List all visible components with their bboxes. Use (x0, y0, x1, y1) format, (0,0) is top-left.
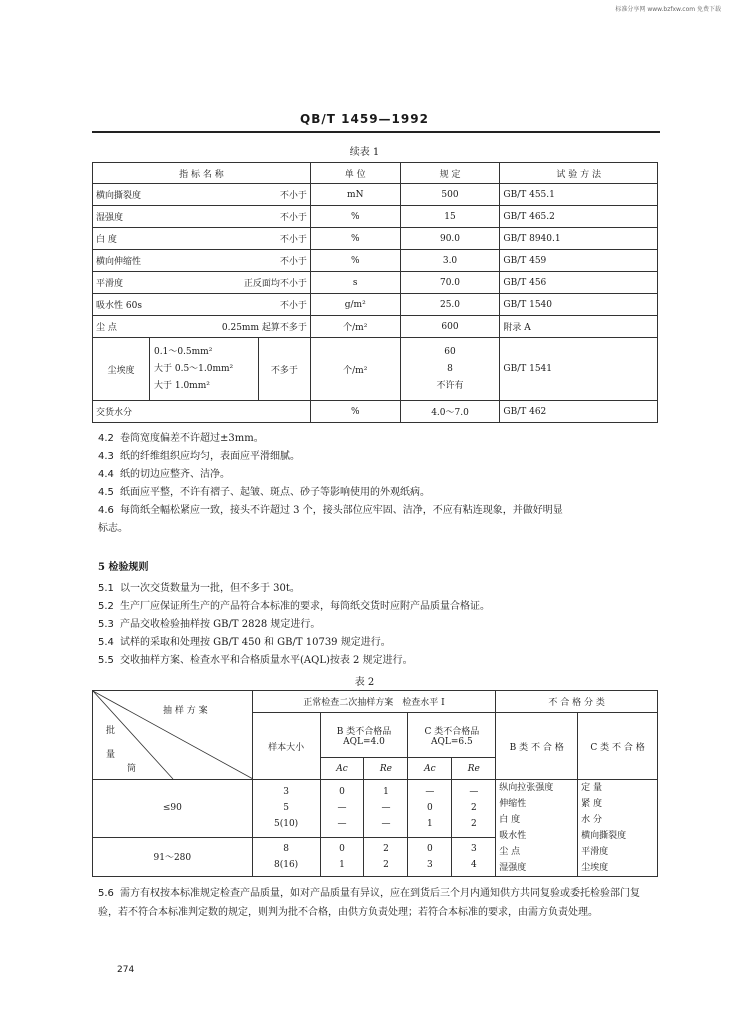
diag-left-label: 批 量 (104, 725, 114, 764)
table1-header: 试 验 方 法 (500, 163, 658, 184)
value-cell: 4.0～7.0 (400, 401, 500, 423)
table1-name-cell: 横向撕裂度 不小于 (93, 184, 311, 206)
re-header: Re (452, 758, 496, 780)
clause: 4.2 卷筒宽度偏差不许超过±3mm。 (98, 433, 264, 444)
table-row (93, 250, 658, 272)
clause: 5.5 交收抽样方案、检查水平和合格质量水平(AQL)按表 2 规定进行。 (98, 655, 413, 666)
table1-header-row (93, 163, 658, 184)
value-cell: 3.0 (400, 250, 500, 272)
clause: 4.3 纸的纤维组织应均匀，表面应平滑细腻。 (98, 451, 300, 462)
diag-bottom-label: 筒 (127, 764, 137, 774)
table2-caption: 表 2 (354, 677, 375, 688)
table1-header: 规 定 (400, 163, 500, 184)
clauses-section-5 (98, 580, 658, 670)
unit-cell: % (310, 250, 400, 272)
method-cell: GB/T 1540 (500, 294, 658, 316)
table1-header: 指 标 名 称 (93, 163, 311, 184)
value-cell: 70.0 (400, 272, 500, 294)
table1-name-cell: 交货水分 (93, 401, 311, 423)
page-number: 274 (117, 965, 135, 975)
ac-header: Ac (408, 758, 452, 780)
plan-header: 正常检查二次抽样方案 检查水平 I (252, 691, 496, 713)
unit-cell: % (310, 206, 400, 228)
dust-values-cell (400, 338, 500, 401)
method-cell: GB/T 462 (500, 401, 658, 423)
section-title: 5 检验规则 (98, 562, 149, 573)
c-ac-cell: 0 3 (408, 837, 452, 876)
dust-range: 大于 1.0mm² (154, 380, 210, 391)
table-row (93, 401, 658, 423)
watermark: 标准分享网 www.bzfxw.com 免费下载 (615, 6, 721, 13)
class-b-header: B 类不合格品 AQL=4.0 (320, 713, 408, 758)
unit-cell: 个/m² (310, 316, 400, 338)
method-cell: GB/T 456 (500, 272, 658, 294)
table1-name-cell: 吸水性 60s 不小于 (93, 294, 311, 316)
dust-range: 0.1～0.5mm² (154, 346, 213, 357)
table1-name-cell: 尘 点 0.25mm 起算不多于 (93, 316, 311, 338)
n-cell: 8 8(16) (252, 837, 320, 876)
dust-value: 60 (444, 346, 456, 357)
value-cell: 500 (400, 184, 500, 206)
table2-header-row (93, 691, 658, 713)
method-cell: GB/T 465.2 (500, 206, 658, 228)
table1-name-cell: 白 度 不小于 (93, 228, 311, 250)
dust-label: 尘埃度 (93, 338, 150, 400)
lot-cell: ≤90 (93, 780, 253, 838)
table-row (93, 780, 658, 838)
unit-cell: % (310, 401, 400, 423)
sample-size-header: 样本大小 (252, 713, 320, 780)
c-re-cell: — 2 2 (452, 780, 496, 838)
b-ac-cell: 0 — — (320, 780, 364, 838)
unit-cell: s (310, 272, 400, 294)
unit-cell: g/m² (310, 294, 400, 316)
table-row-dust (93, 338, 658, 401)
table-row (93, 228, 658, 250)
clause: 4.4 纸的切边应整齐、洁净。 (98, 469, 230, 480)
table1-name-cell: 湿强度 不小于 (93, 206, 311, 228)
ac-header: Ac (320, 758, 364, 780)
c-ac-cell: — 0 1 (408, 780, 452, 838)
table-row (93, 272, 658, 294)
diag-top-label: 抽 样 方 案 (163, 706, 208, 716)
unit-cell: mN (310, 184, 400, 206)
method-cell: 附录 A (500, 316, 658, 338)
b-ac-cell: 0 1 (320, 837, 364, 876)
table-row (93, 316, 658, 338)
c-nonconf-header: C 类 不 合 格 (578, 713, 658, 780)
c-re-cell: 3 4 (452, 837, 496, 876)
clause: 4.6 每筒纸全幅松紧应一致，接头不许超过 3 个，接头部位应牢固、洁净，不应有粘连现象，并做好明显 (98, 505, 563, 516)
table1-name-cell: 横向伸缩性 不小于 (93, 250, 311, 272)
method-cell: GB/T 459 (500, 250, 658, 272)
lot-cell: 91～280 (93, 837, 253, 876)
clause: 5.2 生产厂应保证所生产的产品符合本标准的要求，每筒纸交货时应附产品质量合格证。 (98, 601, 490, 612)
unit-cell: 个/m² (310, 338, 400, 401)
b-re-cell: 2 2 (364, 837, 408, 876)
standard-header: QB/T 1459—1992 (300, 112, 429, 126)
value-cell: 25.0 (400, 294, 500, 316)
method-cell: GB/T 1541 (500, 338, 658, 401)
clause-5-6: 5.6 需方有权按本标准规定检查产品质量，如对产品质量有异议，应在到货后三个月内通知供方共同复验或委托检验部门复验，若不符合本标准判定数的规定，则判为批不合格，由供方负责处理；若符合本标准的要求，由需方负责处理。 (98, 888, 640, 918)
header-rule (92, 131, 660, 133)
b-re-cell: 1 — — (364, 780, 408, 838)
b-items-cell: 纵向拉张强度 伸缩性 白 度 吸水性 尘 点 湿强度 (496, 780, 578, 877)
nonconf-header: 不 合 格 分 类 (496, 691, 658, 713)
method-cell: GB/T 8940.1 (500, 228, 658, 250)
dust-cond: 不多于 (270, 365, 298, 376)
table2 (92, 690, 658, 877)
value-cell: 90.0 (400, 228, 500, 250)
unit-cell: % (310, 228, 400, 250)
re-header: Re (364, 758, 408, 780)
table-row (93, 206, 658, 228)
clause: 5.3 产品交收检验抽样按 GB/T 2828 规定进行。 (98, 619, 321, 630)
n-cell: 3 5 5(10) (252, 780, 320, 838)
clause: 5.1 以一次交货数量为一批，但不多于 30t。 (98, 583, 300, 594)
clause-continuation: 标志。 (98, 523, 128, 534)
dust-range: 大于 0.5～1.0mm² (154, 363, 234, 374)
value-cell: 15 (400, 206, 500, 228)
clause: 5.4 试样的采取和处理按 GB/T 450 和 GB/T 10739 规定进行。 (98, 637, 391, 648)
dust-value: 不许有 (436, 380, 464, 391)
table-row (93, 184, 658, 206)
c-items-cell: 定 量 紧 度 水 分 横向撕裂度 平滑度 尘埃度 (578, 780, 658, 877)
method-cell: GB/T 455.1 (500, 184, 658, 206)
diagonal-header-cell (93, 691, 253, 780)
class-c-header: C 类不合格品 AQL=6.5 (408, 713, 496, 758)
clause: 4.5 纸面应平整，不许有褶子、起皱、斑点、砂子等影响使用的外观纸病。 (98, 487, 430, 498)
table-row (93, 294, 658, 316)
value-cell: 600 (400, 316, 500, 338)
dust-name-cell (93, 338, 311, 401)
table1-header: 单 位 (310, 163, 400, 184)
dust-value: 8 (447, 363, 453, 374)
b-nonconf-header: B 类 不 合 格 (496, 713, 578, 780)
table1-name-cell: 平滑度 正反面均不小于 (93, 272, 311, 294)
clauses-section-4 (98, 430, 658, 538)
table1 (92, 162, 658, 423)
table1-caption: 续表 1 (349, 147, 380, 158)
